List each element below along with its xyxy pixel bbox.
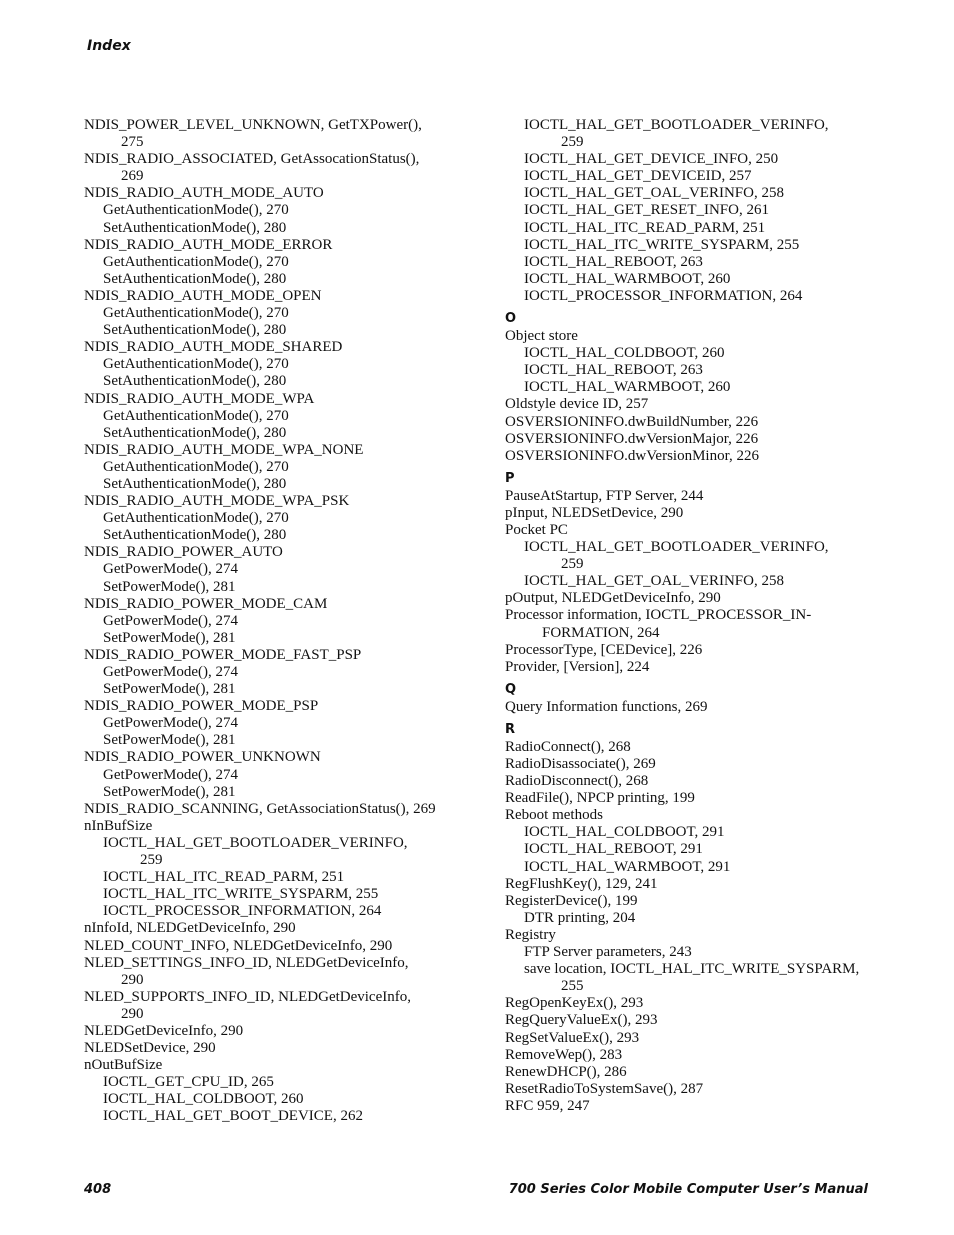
index-entry: GetPowerMode(), 274 [103, 766, 238, 783]
index-entry: PauseAtStartup, FTP Server, 244 [505, 487, 704, 504]
index-entry: NLEDGetDeviceInfo, 290 [84, 1022, 244, 1039]
index-entry: RadioConnect(), 268 [505, 738, 631, 755]
index-entry: GetAuthenticationMode(), 270 [103, 253, 289, 270]
index-entry: IOCTL_HAL_ITC_WRITE_SYSPARM, 255 [103, 886, 379, 903]
index-entry: NDIS_RADIO_POWER_UNKNOWN [84, 749, 321, 766]
index-entry: SetPowerMode(), 281 [103, 578, 236, 595]
index-entry: IOCTL_HAL_GET_OAL_VERINFO, 258 [524, 573, 784, 590]
index-entry: SetAuthenticationMode(), 280 [103, 219, 287, 236]
index-entry: FORMATION, 264 [542, 624, 660, 641]
index-entry: RenewDHCP(), 286 [505, 1063, 627, 1080]
index-entry: 259 [140, 852, 163, 869]
page-number: 408 [84, 1182, 112, 1197]
index-entry: NDIS_RADIO_AUTH_MODE_OPEN [84, 287, 322, 304]
index-entry: Pocket PC [505, 521, 568, 538]
index-entry: IOCTL_HAL_WARMBOOT, 291 [524, 858, 731, 875]
index-entry: Query Information functions, 269 [505, 698, 708, 715]
index-entry: Oldstyle device ID, 257 [505, 396, 649, 413]
index-entry: nInfoId, NLEDGetDeviceInfo, 290 [84, 920, 296, 937]
index-entry: GetPowerMode(), 274 [103, 561, 238, 578]
index-entry: nOutBufSize [84, 1057, 163, 1074]
index-entry: Reboot methods [505, 807, 603, 824]
index-entry: 259 [561, 556, 584, 573]
index-entry: ReadFile(), NPCP printing, 199 [505, 790, 695, 807]
index-entry: IOCTL_HAL_GET_RESET_INFO, 261 [524, 202, 769, 219]
index-letter-heading: Q [505, 681, 517, 697]
index-entry: SetAuthenticationMode(), 280 [103, 475, 287, 492]
index-entry: pInput, NLEDSetDevice, 290 [505, 504, 684, 521]
index-entry: RadioDisassociate(), 269 [505, 756, 656, 772]
index-entry: SetPowerMode(), 281 [103, 681, 236, 698]
index-entry: GetPowerMode(), 274 [103, 715, 238, 732]
index-entry: SetAuthenticationMode(), 280 [103, 270, 287, 287]
index-entry: RFC 959, 247 [505, 1097, 590, 1114]
index-entry: pOutput, NLEDGetDeviceInfo, 290 [505, 590, 721, 607]
index-entry: SetAuthenticationMode(), 280 [103, 424, 287, 441]
index-entry: NDIS_POWER_LEVEL_UNKNOWN, GetTXPower(), [84, 117, 422, 133]
index-entry: IOCTL_HAL_GET_DEVICE_INFO, 250 [524, 151, 779, 168]
index-entry: nInBufSize [84, 817, 153, 834]
index-entry: Provider, [Version], 224 [505, 658, 650, 675]
index-entry: NDIS_RADIO_AUTH_MODE_WPA_PSK [84, 493, 350, 510]
index-entry: IOCTL_HAL_GET_BOOTLOADER_VERINFO, [524, 539, 829, 556]
index-entry: GetAuthenticationMode(), 270 [103, 407, 289, 424]
index-entry: NLEDSetDevice, 290 [84, 1040, 216, 1057]
index-entry: Object store [505, 328, 578, 345]
index-entry: SetAuthenticationMode(), 280 [103, 373, 287, 390]
index-entry: ProcessorType, [CEDevice], 226 [505, 641, 703, 658]
index-entry: SetPowerMode(), 281 [103, 629, 236, 646]
index-entry: NDIS_RADIO_ASSOCIATED, GetAssocationStatus(), [84, 151, 420, 168]
index-entry: OSVERSIONINFO.dwVersionMajor, 226 [505, 430, 759, 447]
index-entry: NLED_SUPPORTS_INFO_ID, NLEDGetDeviceInfo, [84, 988, 411, 1005]
index-entry: NDIS_RADIO_AUTH_MODE_SHARED [84, 339, 343, 356]
index-entry: IOCTL_HAL_ITC_READ_PARM, 251 [524, 219, 766, 236]
index-entry: IOCTL_HAL_WARMBOOT, 260 [524, 270, 731, 287]
index-entry: Registry [505, 926, 556, 943]
index-entry: GetPowerMode(), 274 [103, 612, 238, 629]
index-entry: IOCTL_HAL_GET_BOOTLOADER_VERINFO, [524, 117, 829, 133]
index-entry: IOCTL_GET_CPU_ID, 265 [103, 1074, 274, 1091]
index-entry: IOCTL_HAL_GET_DEVICEID, 257 [524, 168, 752, 185]
index-letter-heading: P [505, 470, 515, 486]
index-entry: IOCTL_HAL_GET_BOOTLOADER_VERINFO, [103, 834, 408, 851]
index-entry: DTR printing, 204 [524, 909, 636, 926]
index-entry: IOCTL_HAL_WARMBOOT, 260 [524, 379, 731, 396]
index-column-left [84, 117, 464, 1126]
index-entry: NDIS_RADIO_AUTH_MODE_WPA_NONE [84, 441, 364, 458]
index-entry: 255 [561, 978, 584, 995]
index-entry: IOCTL_HAL_ITC_WRITE_SYSPARM, 255 [524, 236, 800, 253]
index-entry: IOCTL_PROCESSOR_INFORMATION, 264 [103, 903, 382, 920]
index-entry: NDIS_RADIO_SCANNING, GetAssociationStatus(), 269 [84, 800, 436, 817]
index-entry: IOCTL_HAL_GET_BOOT_DEVICE, 262 [103, 1108, 363, 1125]
index-entry: NLED_COUNT_INFO, NLEDGetDeviceInfo, 290 [84, 937, 393, 954]
index-entry: NDIS_RADIO_AUTH_MODE_ERROR [84, 236, 333, 253]
index-column-right [505, 117, 885, 1115]
index-entry: IOCTL_PROCESSOR_INFORMATION, 264 [524, 287, 803, 304]
index-entry: IOCTL_HAL_GET_OAL_VERINFO, 258 [524, 185, 784, 202]
index-entry: GetAuthenticationMode(), 270 [103, 458, 289, 475]
index-entry: 290 [121, 1005, 144, 1022]
index-entry: GetAuthenticationMode(), 270 [103, 510, 289, 527]
index-entry: GetAuthenticationMode(), 270 [103, 202, 289, 219]
index-entry: OSVERSIONINFO.dwBuildNumber, 226 [505, 413, 759, 430]
index-entry: RemoveWep(), 283 [505, 1046, 623, 1063]
index-entry: NDIS_RADIO_POWER_MODE_PSP [84, 698, 319, 715]
index-entry: NDIS_RADIO_POWER_MODE_CAM [84, 595, 328, 612]
index-entry: RadioDisconnect(), 268 [505, 773, 649, 790]
index-entry: SetPowerMode(), 281 [103, 783, 236, 800]
index-entry: RegisterDevice(), 199 [505, 892, 638, 909]
index-entry: Processor information, IOCTL_PROCESSOR_IN- [505, 607, 812, 624]
index-entry: SetAuthenticationMode(), 280 [103, 322, 287, 339]
index-entry: FTP Server parameters, 243 [524, 944, 692, 961]
index-entry: NDIS_RADIO_AUTH_MODE_AUTO [84, 185, 324, 202]
index-entry: 290 [121, 971, 144, 988]
index-entry: IOCTL_HAL_ITC_READ_PARM, 251 [103, 869, 345, 886]
manual-title: 700 Series Color Mobile Computer User’s Manual [508, 1182, 868, 1197]
index-entry: 269 [121, 168, 144, 185]
index-entry: SetAuthenticationMode(), 280 [103, 527, 287, 544]
running-header: Index [87, 38, 131, 54]
index-entry: 259 [561, 134, 584, 151]
index-entry: NDIS_RADIO_AUTH_MODE_WPA [84, 390, 315, 407]
index-entry: GetAuthenticationMode(), 270 [103, 356, 289, 373]
index-letter-heading: O [505, 311, 517, 327]
index-letter-heading: R [505, 721, 516, 737]
index-entry: NDIS_RADIO_POWER_MODE_FAST_PSP [84, 646, 362, 663]
index-entry: IOCTL_HAL_REBOOT, 263 [524, 362, 703, 379]
index-entry: NDIS_RADIO_POWER_AUTO [84, 544, 283, 561]
index-entry: RegQueryValueEx(), 293 [505, 1012, 658, 1029]
index-entry: RegSetValueEx(), 293 [505, 1029, 640, 1046]
index-entry: IOCTL_HAL_COLDBOOT, 291 [524, 824, 725, 841]
index-entry: ResetRadioToSystemSave(), 287 [505, 1080, 704, 1097]
index-entry: GetPowerMode(), 274 [103, 664, 238, 680]
index-entry: GetAuthenticationMode(), 270 [103, 305, 289, 322]
index-entry: save location, IOCTL_HAL_ITC_WRITE_SYSPARM, [524, 961, 860, 978]
index-entry: RegOpenKeyEx(), 293 [505, 995, 644, 1012]
index-entry: IOCTL_HAL_REBOOT, 263 [524, 253, 703, 270]
index-entry: NLED_SETTINGS_INFO_ID, NLEDGetDeviceInfo, [84, 954, 409, 971]
index-entry: RegFlushKey(), 129, 241 [505, 875, 658, 892]
index-entry: IOCTL_HAL_COLDBOOT, 260 [524, 345, 725, 362]
index-entry: 275 [121, 134, 144, 151]
index-entry: IOCTL_HAL_COLDBOOT, 260 [103, 1091, 304, 1108]
index-entry: IOCTL_HAL_REBOOT, 291 [524, 841, 703, 858]
index-entry: SetPowerMode(), 281 [103, 732, 236, 749]
index-entry: OSVERSIONINFO.dwVersionMinor, 226 [505, 447, 759, 464]
